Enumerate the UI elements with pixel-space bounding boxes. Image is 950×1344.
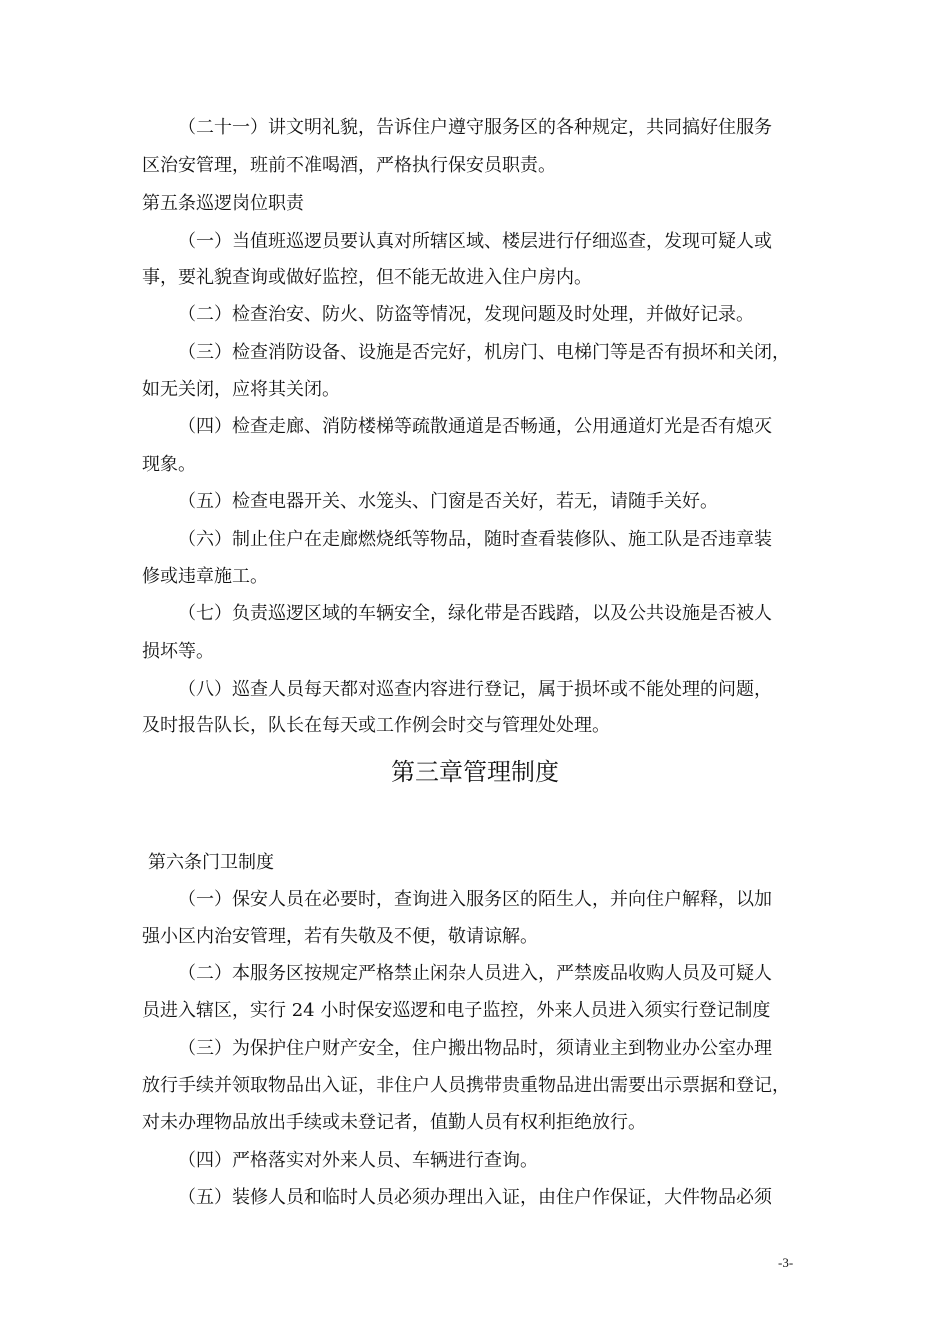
list-item-line: （三）检查消防设备、设施是否完好，机房门、电梯门等是否有损坏和关闭，: [178, 342, 790, 363]
list-item-line: （二）检查治安、防火、防盗等情况，发现问题及时处理，并做好记录。: [178, 304, 754, 325]
list-item-line: （八）巡查人员每天都对巡查内容进行登记，属于损坏或不能处理的问题，: [178, 679, 772, 700]
list-item-line: （五）装修人员和临时人员必须办理出入证，由住户作保证，大件物品必须: [178, 1187, 772, 1208]
article-heading: 第五条巡逻岗位职责: [142, 193, 304, 214]
list-item-line: （七）负责巡逻区域的车辆安全，绿化带是否践踏，以及公共设施是否被人: [178, 603, 772, 624]
list-item-line: 对未办理物品放出手续或未登记者，值勤人员有权利拒绝放行。: [142, 1112, 646, 1133]
list-item-line: 放行手续并领取物品出入证，非住户人员携带贵重物品进出需要出示票据和登记，: [142, 1075, 790, 1096]
list-item-line: （四）检查走廊、消防楼梯等疏散通道是否畅通，公用通道灯光是否有熄灭: [178, 416, 772, 437]
list-item-line: （五）检查电器开关、水笼头、门窗是否关好，若无，请随手关好。: [178, 491, 718, 512]
list-item-line: 现象。: [142, 454, 196, 475]
list-item-line: 损坏等。: [142, 641, 214, 662]
paragraph-line: 区治安管理，班前不准喝酒，严格执行保安员职责。: [142, 155, 556, 176]
page-number: -3-: [778, 1255, 794, 1270]
chapter-title: 第三章管理制度: [391, 758, 559, 786]
list-item-line: 员进入辖区，实行 24 小时保安巡逻和电子监控，外来人员进入须实行登记制度: [142, 1000, 771, 1021]
paragraph-line: （二十一）讲文明礼貌，告诉住户遵守服务区的各种规定，共同搞好住服务: [178, 117, 772, 138]
list-item-line: 及时报告队长，队长在每天或工作例会时交与管理处处理。: [142, 715, 610, 736]
list-item-line: 修或违章施工。: [142, 566, 268, 587]
list-item-line: 如无关闭，应将其关闭。: [142, 379, 340, 400]
list-item-line: （一）当值班巡逻员要认真对所辖区域、楼层进行仔细巡查，发现可疑人或: [178, 231, 772, 252]
list-item-line: 事，要礼貌查询或做好监控，但不能无故进入住户房内。: [142, 267, 592, 288]
list-item-line: （二）本服务区按规定严格禁止闲杂人员进入，严禁废品收购人员及可疑人: [178, 963, 772, 984]
list-item-line: 强小区内治安管理，若有失敬及不便，敬请谅解。: [142, 926, 538, 947]
list-item-line: （三）为保护住户财产安全，住户搬出物品时，须请业主到物业办公室办理: [178, 1038, 772, 1059]
list-item-line: （四）严格落实对外来人员、车辆进行查询。: [178, 1150, 538, 1171]
list-item-line: （六）制止住户在走廊燃烧纸等物品，随时查看装修队、施工队是否违章装: [178, 529, 772, 550]
list-item-line: （一）保安人员在必要时，查询进入服务区的陌生人，并向住户解释，以加: [178, 889, 772, 910]
article-heading: 第六条门卫制度: [148, 852, 274, 873]
